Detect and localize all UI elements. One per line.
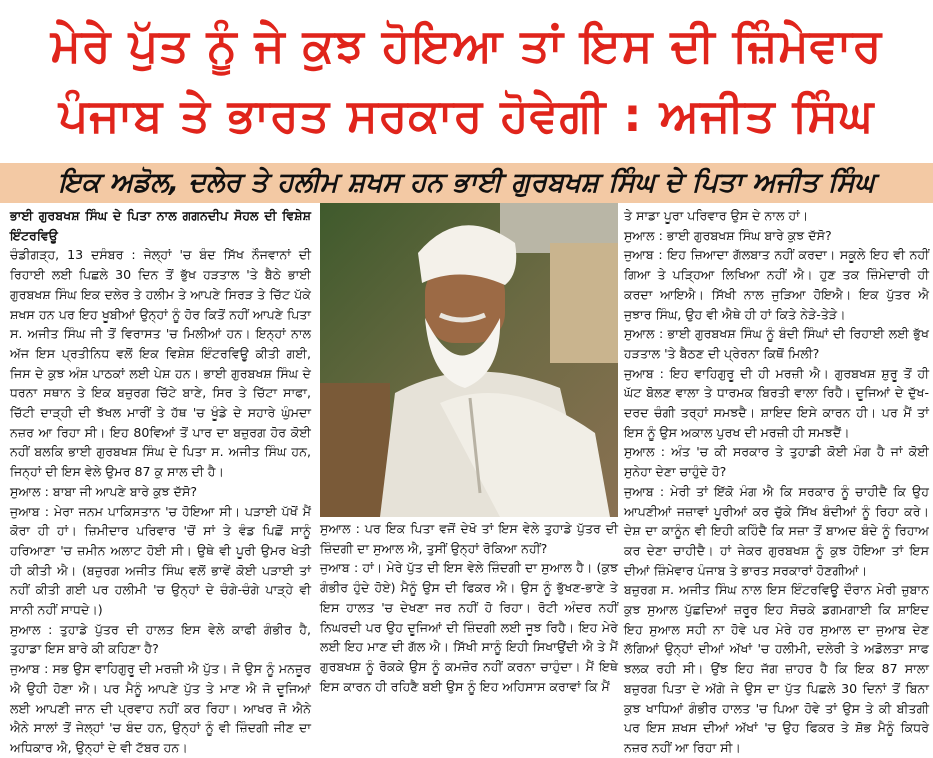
paragraph: ਜੁਆਬ : ਇਹ ਜ਼ਿਆਦਾ ਗੱਲਬਾਤ ਨਹੀਂ ਕਰਦਾ। ਸਕੂਲੇ ਇਹ ਵੀ ਨਹੀਂ ਗਿਆ ਤੇ ਪੜ੍ਹਿਆ ਲਿਖਿਆ ਨਹੀਂ ਐ। ਹੁਣ ਤਕ ਜ਼ਿੰਮੇਦਾਰੀ ਹੀ ਕਰਦਾ ਆਇਐ। ਸਿੱਖੀ ਨਾਲ ਜੁੜਿਆ ਹੋਇਐ। ਇਕ ਪੁੱਤਰ ਐ ਜੁਝਾਰ ਸਿੰਘ, ਉਹ ਵੀ ਐਥੇ ਹੀ ਹਾਂ ਕਿਤੇ ਨੇੜੇ-ਤੇੜੇ। — [624, 247, 929, 322]
paragraph: ਜੁਆਬ : ਹਾਂ। ਮੇਰੇ ਪੁੱਤ ਦੀ ਇਸ ਵੇਲੇ ਜ਼ਿੰਦਗੀ ਦਾ ਸੁਆਲ ਹੈ। (ਕੁਝ ਗੰਭੀਰ ਹੁੰਦੇ ਹੋਏ) ਮੈਨੂੰ ਉਸ ਦੀ ਫਿਕਰ ਐ। ਉਸ ਨੂੰ ਭੁੱਖਣ-ਭਾਣੇ ਤੇ ਇਸ ਹਾਲਤ 'ਚ ਦੇਖਣਾ ਜਰ ਨਹੀਂ ਹੋ ਰਿਹਾ। ਰੋਟੀ ਅੰਦਰ ਨਹੀਂ ਨਿਘਰਦੀ ਪਰ ਉਹ ਦੂਜਿਆਂ ਦੀ ਜ਼ਿੰਦਗੀ ਲਈ ਜੂਝ ਰਿਹੈ। ਇਹ ਮੇਰੇ ਲਈ ਇਹ ਮਾਣ ਦੀ ਗੱਲ ਐ। ਸਿੱਖੀ ਸਾਨੂੰ ਇਹੀ ਸਿਖਾਉਂਦੀ ਐ ਤੇ ਮੈਂ ਗੁਰਬਖਸ਼ ਨੂੰ ਰੋਕਕੇ ਉਸ ਨੂੰ ਕਮਜ਼ੋਰ ਨਹੀਂ ਕਰਨਾ ਚਾਹੁੰਦਾ। ਮੈਂ ਇਥੇ ਇਸ ਕਾਰਨ ਹੀ ਰਹਿਣੈ ਬਈ ਉਸ ਨੂੰ ਇਹ ਅਹਿਸਾਸ ਕਰਾਵਾਂ ਕਿ ਮੈਂ — [320, 560, 618, 694]
article-column-middle — [320, 519, 618, 694]
paragraph: ਸੁਆਲ : ਪਰ ਇਕ ਪਿਤਾ ਵਜੋਂ ਦੇਖੋ ਤਾਂ ਇਸ ਵੇਲੇ ਤੁਹਾਡੇ ਪੁੱਤਰ ਦੀ ਜ਼ਿੰਦਗੀ ਦਾ ਸੁਆਲ ਐ, ਤੁਸੀਂ ਉਨ੍ਹਾਂ ਰੋਕਿਆ ਨਹੀਂ? — [320, 521, 618, 556]
article-kicker: ਭਾਈ ਗੁਰਬਖਸ਼ ਸਿੰਘ ਦੇ ਪਿਤਾ ਨਾਲ ਗਗਨਦੀਪ ਸੋਹਲ ਦੀ ਵਿਸ਼ੇਸ਼ ਇੰਟਰਵਿਊ — [10, 208, 311, 243]
paragraph: ਬਜ਼ੁਰਗ ਸ. ਅਜੀਤ ਸਿੰਘ ਨਾਲ ਇਸ ਇੰਟਰਵਿਊ ਦੌਰਾਨ ਮੇਰੀ ਜ਼ੁਬਾਨ ਕੁਝ ਸੁਆਲ ਪੁੱਛਦਿਆਂ ਜ਼ਰੂਰ ਇਹ ਸੋਚਕੇ ਡਗਮਗਾਈ ਕਿ ਸ਼ਾਇਦ ਇਹ ਸੁਆਲ ਸਹੀ ਨਾ ਹੋਵੇ ਪਰ ਮੇਰੇ ਹਰ ਸੁਆਲ ਦਾ ਜੁਆਬ ਦੇਣ ਲੱਗਿਆਂ ਉਨ੍ਹਾਂ ਦੀਆਂ ਅੱਖਾਂ 'ਚ ਹਲੀਮੀ, ਦਲੇਰੀ ਤੇ ਅਡੋਲਤਾ ਸਾਫ ਝਲਕ ਰਹੀ ਸੀ। ਉਂਝ ਇਹ ਜੱਗ ਜ਼ਾਹਰ ਹੈ ਕਿ ਇਕ 87 ਸਾਲਾ ਬਜ਼ੁਰਗ ਪਿਤਾ ਦੇ ਅੱਗੇ ਜੇ ਉਸ ਦਾ ਪੁੱਤ ਪਿਛਲੇ 30 ਦਿਨਾਂ ਤੋਂ ਬਿਨਾ ਕੁਝ ਖਾਧਿਆਂ ਗੰਭੀਰ ਹਾਲਤ 'ਚ ਪਿਆ ਹੋਵੇ ਤਾਂ ਉਸ ਤੇ ਕੀ ਬੀਤਗੀ ਪਰ ਇਸ ਸ਼ਖਸ ਦੀਆਂ ਅੱਖਾਂ 'ਚ ਉਹ ਫਿਕਰ ਤੇ ਸ਼ੋਭ ਮੈਨੂੰ ਕਿਧਰੇ ਨਜ਼ਰ ਨਹੀਂ ਆ ਰਿਹਾ ਸੀ। — [624, 582, 929, 755]
article-column-left — [10, 206, 311, 755]
paragraph: ਜੁਆਬ : ਸਭ ਉਸ ਵਾਹਿਗੁਰੂ ਦੀ ਮਰਜ਼ੀ ਐ ਪੁੱਤ। ਜੋ ਉਸ ਨੂੰ ਮਨਜ਼ੂਰ ਐ ਉਹੀ ਹੋਣਾ ਐ। ਪਰ ਮੈਨੂੰ ਆਪਣੇ ਪੁੱਤ ਤੇ ਮਾਣ ਐ ਜੋ ਦੂਜਿਆਂ ਲਈ ਆਪਣੀ ਜਾਨ ਦੀ ਪ੍ਰਵਾਹ ਨਹੀਂ ਕਰ ਰਿਹਾ। ਆਖਰ ਜੋ ਐਨੇ ਐਨੇ ਸਾਲਾਂ ਤੋਂ ਜੇਲ੍ਹਾਂ 'ਚ ਬੰਦ ਹਨ, ਉਨ੍ਹਾਂ ਨੂੰ ਵੀ ਜ਼ਿੰਦਗੀ ਜੀਣ ਦਾ ਅਧਿਕਾਰ ਐ, ਉਨ੍ਹਾਂ ਦੇ ਵੀ ਟੱਬਰ ਹਨ। — [10, 661, 311, 755]
paragraph: ਸੁਆਲ : ਅੰਤ 'ਚ ਕੀ ਸਰਕਾਰ ਤੇ ਤੁਹਾਡੀ ਕੋਈ ਮੰਗ ਹੈ ਜਾਂ ਕੋਈ ਸੁਨੇਹਾ ਦੇਣਾ ਚਾਹੁੰਦੇ ਹੋ? — [624, 444, 929, 480]
paragraph: ਚੰਡੀਗੜ੍ਹ, 13 ਦਸੰਬਰ : ਜੇਲ੍ਹਾਂ 'ਚ ਬੰਦ ਸਿੱਖ ਨੌਜਵਾਨਾਂ ਦੀ ਰਿਹਾਈ ਲਈ ਪਿਛਲੇ 30 ਦਿਨ ਤੋਂ ਭੁੱਖ ਹੜਤਾਲ 'ਤੇ ਬੈਠੇ ਭਾਈ ਗੁਰਬਖਸ਼ ਸਿੰਘ ਇਕ ਦਲੇਰ ਤੇ ਹਲੀਮ ਤੇ ਆਪਣੇ ਸਿਰੜ ਤੇ ਚਿੱਟ ਪੱਕੇ ਸ਼ਖਸ ਹਨ ਪਰ ਇਹ ਖੂਬੀਆਂ ਉਨ੍ਹਾਂ ਨੂੰ ਹੋਰ ਕਿਤੋਂ ਨਹੀਂ ਆਪਣੇ ਪਿਤਾ ਸ. ਅਜੀਤ ਸਿੰਘ ਜੀ ਤੋਂ ਵਿਰਾਸਤ 'ਚ ਮਿਲੀਆਂ ਹਨ। ਇਨ੍ਹਾਂ ਨਾਲ ਅੱਜ ਇਸ ਪ੍ਰਤੀਨਿਧ ਵਲੋਂ ਇਕ ਵਿਸ਼ੇਸ਼ ਇੰਟਰਵਿਊ ਕੀਤੀ ਗਈ, ਜਿਸ ਦੇ ਕੁਝ ਅੰਸ਼ ਪਾਠਕਾਂ ਲਈ ਪੇਸ਼ ਹਨ। ਭਾਈ ਗੁਰਬਖਸ਼ ਸਿੰਘ ਦੇ ਧਰਨਾ ਸਥਾਨ ਤੇ ਇਕ ਬਜ਼ੁਰਗ ਚਿੱਟੇ ਬਾਣੇ, ਸਿਰ ਤੇ ਚਿੱਟਾ ਸਾਫਾ, ਚਿੱਟੀ ਦਾੜ੍ਹੀ ਦੀ ਝੱਖਲ ਮਾਰੀਂ ਤੇ ਹੱਥ 'ਚ ਖੂੰਡੇ ਦੇ ਸਹਾਰੇ ਘੁੰਮਦਾ ਨਜ਼ਰ ਆ ਰਿਹਾ ਸੀ। ਇਹ 80ਵਿਆਂ ਤੋਂ ਪਾਰ ਦਾ ਬਜ਼ੁਰਗ ਹੋਰ ਕੋਈ ਨਹੀਂ ਬਲਕਿ ਭਾਈ ਗੁਰਬਖਸ਼ ਸਿੰਘ ਦੇ ਪਿਤਾ ਸ. ਅਜੀਤ ਸਿੰਘ ਹਨ, ਜਿਨ੍ਹਾਂ ਦੀ ਇਸ ਵੇਲੇ ਉਮਰ 87 ਕੁ ਸਾਲ ਦੀ ਹੈ। — [10, 247, 311, 480]
paragraph: ਜੁਆਬ : ਮੇਰਾ ਜਨਮ ਪਾਕਿਸਤਾਨ 'ਚ ਹੋਇਆ ਸੀ। ਪੜਾਈ ਪੱਖੋਂ ਮੈਂ ਕੋਰਾ ਹੀ ਹਾਂ। ਜ਼ਿਮੀਦਾਰ ਪਰਿਵਾਰ 'ਚੋਂ ਸਾਂ ਤੇ ਵੰਡ ਪਿਛੋਂ ਸਾਨੂੰ ਹਰਿਆਣਾ 'ਚ ਜ਼ਮੀਨ ਅਲਾਟ ਹੋਈ ਸੀ। ਉਥੇ ਵੀ ਪੂਰੀ ਉਮਰ ਖੇਤੀ ਹੀ ਕੀਤੀ ਐ। (ਬਜ਼ੁਰਗ ਅਜੀਤ ਸਿੰਘ ਵਲੋਂ ਭਾਵੇਂ ਕੋਈ ਪੜਾਈ ਤਾਂ ਨਹੀਂ ਕੀਤੀ ਗਈ ਪਰ ਹਲੀਮੀ 'ਚ ਉਨ੍ਹਾਂ ਦੇ ਚੰਗੇ-ਚੰਗੇ ਪਾੜ੍ਹੇ ਵੀ ਸਾਨੀ ਨਹੀਂ ਸਾਧਦੇ।) — [10, 503, 311, 618]
article-column-right — [624, 206, 929, 755]
headline-line-2: ਪੰਜਾਬ ਤੇ ਭਾਰਤ ਸਰਕਾਰ ਹੋਵੇਗੀ : ਅਜੀਤ ਸਿੰਘ — [58, 88, 875, 142]
paragraph: ਸੁਆਲ : ਬਾਬਾ ਜੀ ਆਪਣੇ ਬਾਰੇ ਕੁਝ ਦੱਸੋ? — [10, 483, 198, 499]
paragraph: ਸੁਆਲ : ਭਾਈ ਗੁਰਬਖਸ਼ ਸਿੰਘ ਬਾਰੇ ਕੁਝ ਦੱਸੋ? — [624, 227, 832, 243]
paragraph: ਜੁਆਬ : ਇਹ ਵਾਹਿਗੁਰੂ ਦੀ ਹੀ ਮਰਜ਼ੀ ਐ। ਗੁਰਬਖਸ਼ ਸ਼ੁਰੂ ਤੋਂ ਹੀ ਘੱਟ ਬੋਲਣ ਵਾਲਾ ਤੇ ਧਾਰਮਕ ਬਿਰਤੀ ਵਾਲਾ ਰਿਹੈ। ਦੂਜਿਆਂ ਦੇ ਦੁੱਖ-ਦਰਦ ਚੰਗੀ ਤਰ੍ਹਾਂ ਸਮਝਦੈ। ਸ਼ਾਇਦ ਇਸੇ ਕਾਰਨ ਹੀ। ਪਰ ਮੈਂ ਤਾਂ ਇਸ ਨੂੰ ਉਸ ਅਕਾਲ ਪੁਰਖ ਦੀ ਮਰਜ਼ੀ ਹੀ ਸਮਝਦੈਂ। — [624, 365, 929, 440]
subheadline: ਇਕ ਅਡੋਲ, ਦਲੇਰ ਤੇ ਹਲੀਮ ਸ਼ਖਸ ਹਨ ਭਾਈ ਗੁਰਬਖਸ਼ ਸਿੰਘ ਦੇ ਪਿਤਾ ਅਜੀਤ ਸਿੰਘ — [58, 167, 875, 198]
portrait-photo — [320, 203, 618, 517]
paragraph: ਸੁਆਲ : ਤੁਹਾਡੇ ਪੁੱਤਰ ਦੀ ਹਾਲਤ ਇਸ ਵੇਲੇ ਕਾਫੀ ਗੰਭੀਰ ਹੈ, ਤੁਹਾਡਾ ਇਸ ਬਾਰੇ ਕੀ ਕਹਿਣਾ ਹੈ? — [10, 621, 311, 657]
paragraph: ਜੁਆਬ : ਮੇਰੀ ਤਾਂ ਇੱਕੋ ਮੰਗ ਐ ਕਿ ਸਰਕਾਰ ਨੂੰ ਚਾਹੀਦੈ ਕਿ ਉਹ ਆਪਣੀਆਂ ਜਜ਼ਾਵਾਂ ਪੂਰੀਆਂ ਕਰ ਚੁੱਕੇ ਸਿੱਖ ਬੰਦੀਆਂ ਨੂੰ ਰਿਹਾ ਕਰੇ। ਦੇਸ਼ ਦਾ ਕਾਨੂੰਨ ਵੀ ਇਹੀ ਕਹਿੰਦੈ ਕਿ ਸਜ਼ਾ ਤੋਂ ਬਾਅਦ ਬੰਦੇ ਨੂੰ ਰਿਹਾਅ ਕਰ ਦੇਣਾ ਚਾਹੀਦੈ। ਹਾਂ ਜੇਕਰ ਗੁਰਬਖਸ਼ ਨੂੰ ਕੁਝ ਹੋਇਆ ਤਾਂ ਇਸ ਦੀਆਂ ਜ਼ਿੰਮੇਵਾਰ ਪੰਜਾਬ ਤੇ ਭਾਰਤ ਸਰਕਾਰਾਂ ਹੋਣਗੀਆਂ। — [624, 483, 929, 578]
paragraph: ਸੁਆਲ : ਭਾਈ ਗੁਰਬਖਸ਼ ਸਿੰਘ ਨੂੰ ਬੰਦੀ ਸਿੰਘਾਂ ਦੀ ਰਿਹਾਈ ਲਈ ਭੁੱਖ ਹੜਤਾਲ 'ਤੇ ਬੈਠਣ ਦੀ ਪ੍ਰੇਰਨਾ ਕਿਥੋਂ ਮਿਲੀ? — [624, 326, 929, 361]
paragraph: ਤੇ ਸਾਡਾ ਪੂਰਾ ਪਰਿਵਾਰ ਉਸ ਦੇ ਨਾਲ ਹਾਂ। — [624, 208, 809, 223]
headline-line-1: ਮੇਰੇ ਪੁੱਤ ਨੂੰ ਜੇ ਕੁਝ ਹੋਇਆ ਤਾਂ ਇਸ ਦੀ ਜ਼ਿੰਮੇਵਾਰ — [50, 18, 883, 72]
